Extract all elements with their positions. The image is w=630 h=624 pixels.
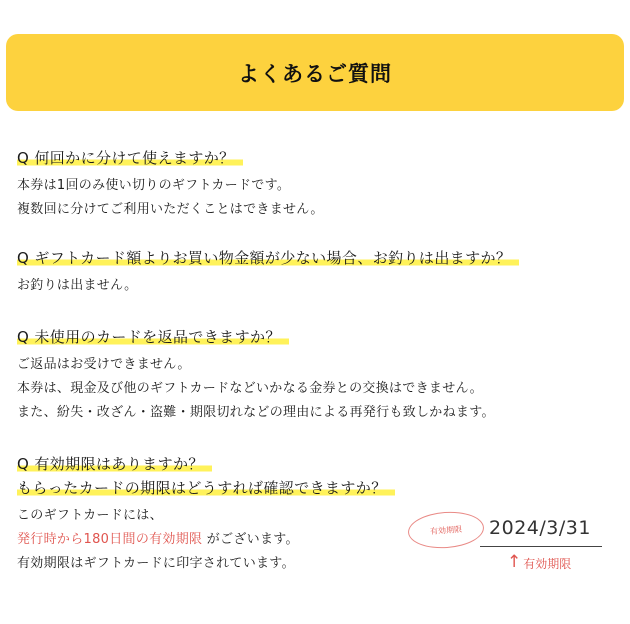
faq-answer-line: 複数回に分けてご利用いただくことはできません。 bbox=[17, 202, 324, 217]
faq-answer-line: ご返品はお受けできません。 bbox=[17, 357, 191, 372]
faq-question: Q 何回かに分けて使えますか？ bbox=[17, 149, 243, 167]
date-underline bbox=[480, 546, 602, 547]
faq-answer-line: 本券は1回のみ使い切りのギフトカードです。 bbox=[17, 178, 291, 193]
faq-question-line-2: もらったカードの期限はどうすれば確認できますか？ bbox=[17, 479, 395, 497]
faq-item-2 bbox=[17, 246, 617, 298]
faq-answer-line: 有効期限はギフトカードに印字されています。 bbox=[17, 556, 295, 571]
arrow-up-icon: ↑ bbox=[507, 551, 522, 572]
expiry-label-group bbox=[507, 551, 572, 572]
faq-answer-line: このギフトカードには、 bbox=[17, 508, 163, 523]
stamp-label: 有効期限 bbox=[429, 524, 463, 536]
faq-question: Q 未使用のカードを返品できますか？ bbox=[17, 328, 289, 346]
faq-item-1 bbox=[17, 146, 617, 222]
faq-answer-line: また、紛失・改ざん・盗難・期限切れなどの理由による再発行も致しかねます。 bbox=[17, 405, 495, 420]
faq-answer-suffix: がございます。 bbox=[206, 532, 299, 547]
faq-answer-line: お釣りは出ません。 bbox=[17, 278, 138, 293]
expiry-label: 有効期限 bbox=[523, 557, 572, 571]
faq-header bbox=[6, 34, 624, 111]
expiry-period-text: 発行時から180日間の有効期限 bbox=[17, 532, 203, 547]
faq-question: Q 有効期限はありますか？ bbox=[17, 455, 212, 473]
faq-item-3 bbox=[17, 325, 617, 425]
expiry-date: 2024/3/31 bbox=[489, 517, 591, 539]
page-title: よくあるご質問 bbox=[238, 61, 392, 86]
faq-question: Q ギフトカード額よりお買い物金額が少ない場合、お釣りは出ますか？ bbox=[17, 249, 519, 267]
faq-answer-line: 本券は、現金及び他のギフトカードなどいかなる金券との交換はできません。 bbox=[17, 381, 483, 396]
